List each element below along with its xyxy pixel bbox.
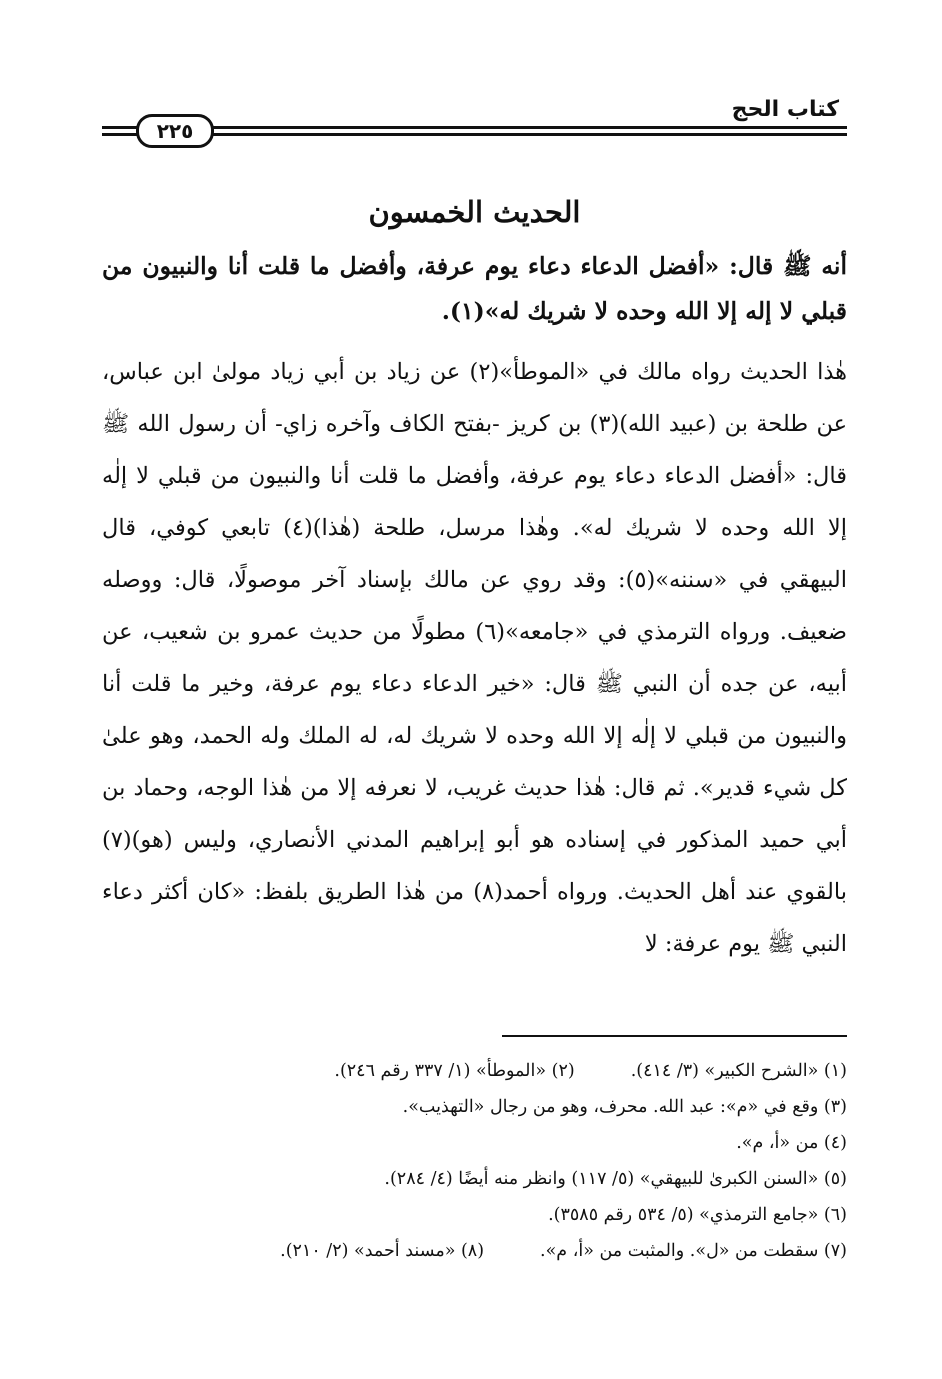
page-header [102,96,847,148]
footnote-7: (٧) سقطت من «ل». والمثبت من «أ، م». [540,1241,847,1261]
running-head-title: كتاب الحج [731,97,839,122]
footnote-3: (٣) وقع في «م»: عبد الله. محرف، وهو من رجال «التهذيب». [402,1097,847,1117]
footnote-line [102,1053,847,1089]
footnotes-list [102,1053,847,1269]
page-number-badge: ٢٢٥ [136,114,214,148]
footnote-separator [502,1035,847,1037]
commentary-paragraph: هٰذا الحديث رواه مالك في «الموطأ»(٢) عن زياد بن أبي زياد مولىٰ ابن عباس، عن طلحة بن (عبيد الله)(٣) بن كريز -بفتح الكاف وآخره زاي- أن رسول الله ﷺ قال: «أفضل الدعاء دعاء يوم عرفة، وأفضل ما قلت أنا والنبيون من قبلي لا إلٰه إلا الله وحده لا شريك له». وهٰذا مرسل، طلحة (هٰذا)(٤) تابعي كوفي، قال البيهقي في «سننه»(٥): وقد روي عن مالك بإسناد آخر موصولًا، قال: ووصله ضعيف. ورواه الترمذي في «جامعه»(٦) مطولًا من حديث عمرو بن شعيب، عن أبيه، عن جده أن النبي ﷺ قال: «خير الدعاء دعاء يوم عرفة، وخير ما قلت أنا والنبيون من قبلي لا إلٰه إلا الله وحده لا شريك له، له الملك وله الحمد، وهو علىٰ كل شيء قدير». ثم قال: هٰذا حديث غريب، لا نعرفه إلا من هٰذا الوجه، وحماد بن أبي حميد المذكور في إسناده هو أبو إبراهيم المدني الأنصاري، وليس (هو)(٧) بالقوي عند أهل الحديث. ورواه أحمد(٨) من هٰذا الطريق بلفظ: «كان أكثر دعاء النبي ﷺ يوم عرفة: لا [102,359,848,957]
footnote-1: (١) «الشرح الكبير» (٣/ ٤١٤). [630,1061,847,1081]
footnote-8: (٨) «مسند أحمد» (٢/ ٢١٠). [280,1241,485,1261]
footnote-4: (٤) من «أ، م». [736,1133,847,1153]
hadith-text: أنه ﷺ قال: «أفضل الدعاء دعاء يوم عرفة، وأفضل ما قلت أنا والنبيون من قبلي لا إله إلا الله وحده لا شريك له»(١). [102,252,847,325]
footnote-2: (٢) «الموطأ» (١/ ٣٣٧ رقم ٢٤٦). [334,1061,575,1081]
footnote-6: (٦) «جامع الترمذي» (٥/ ٥٣٤ رقم ٣٥٨٥). [548,1205,847,1225]
footnote-5: (٥) «السنن الكبرىٰ للبيهقي» (٥/ ١١٧) وانظر منه أيضًا (٤/ ٢٨٤). [384,1169,847,1189]
chapter-title: الحديث الخمسون [368,195,581,229]
footnote-line [102,1233,847,1269]
